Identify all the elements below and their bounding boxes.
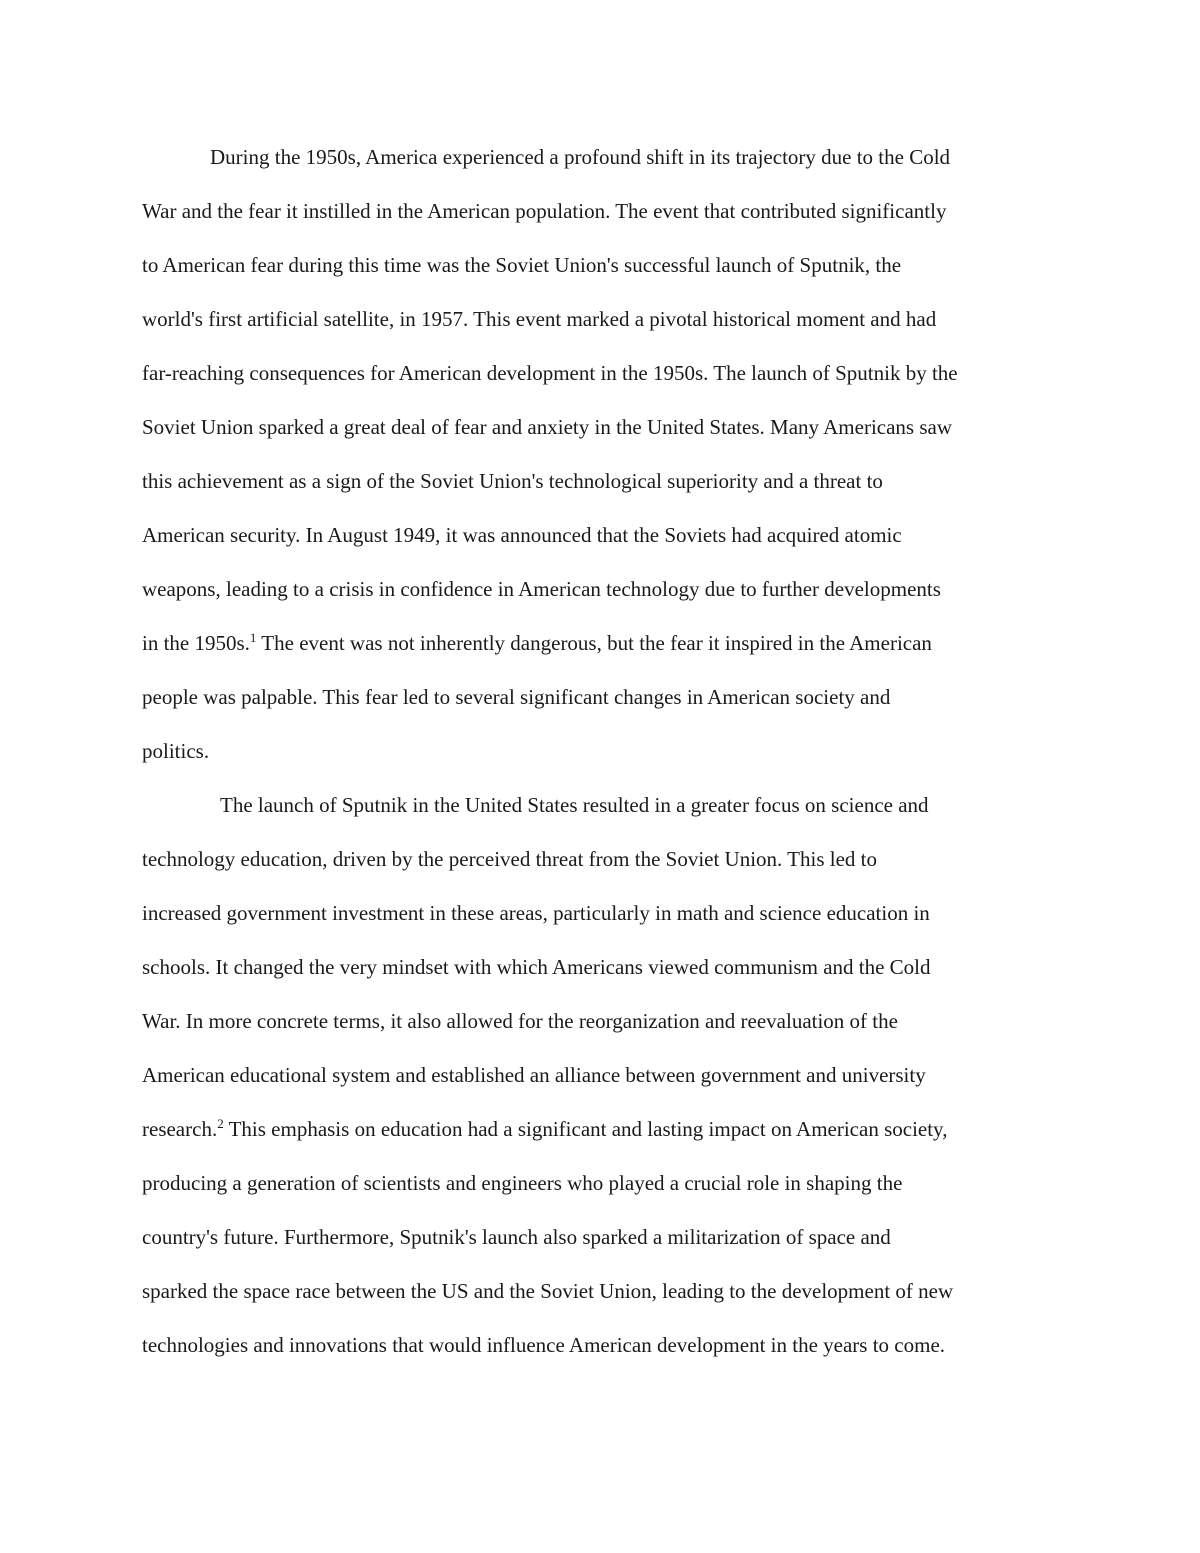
paragraph-1 — [142, 130, 1062, 778]
text-line: world's first artificial satellite, in 1957. This event marked a pivotal historical moment and had — [142, 307, 937, 331]
text-line: The launch of Sputnik in the United States resulted in a greater focus on science and — [220, 793, 929, 817]
text-line: During the 1950s, America experienced a profound shift in its trajectory due to the Cold — [210, 145, 951, 169]
text-line: War and the fear it instilled in the American population. The event that contributed significantly — [142, 199, 947, 223]
paragraph-2 — [142, 778, 1062, 1372]
text-line: people was palpable. This fear led to several significant changes in American society and — [142, 685, 891, 709]
text-line: far-reaching consequences for American development in the 1950s. The launch of Sputnik by the — [142, 361, 958, 385]
footnote-ref: 1 — [249, 630, 257, 645]
text-line: American educational system and established an alliance between government and university — [142, 1063, 926, 1087]
text-line: American security. In August 1949, it was announced that the Soviets had acquired atomic — [142, 523, 902, 547]
text-line: country's future. Furthermore, Sputnik's launch also sparked a militarization of space and — [142, 1225, 891, 1249]
text-line: weapons, leading to a crisis in confidence in American technology due to further developments — [142, 577, 941, 601]
text-line: War. In more concrete terms, it also allowed for the reorganization and reevaluation of the — [142, 1009, 898, 1033]
text-line: technology education, driven by the perceived threat from the Soviet Union. This led to — [142, 847, 877, 871]
text-line: in the 1950s.$^1$ The event was not inherently dangerous, but the fear it inspired in the American — [142, 630, 932, 655]
text-line: producing a generation of scientists and engineers who played a crucial role in shaping the — [142, 1171, 903, 1195]
text-line: research.$^2$ This emphasis on education had a significant and lasting impact on American society, — [142, 1116, 948, 1141]
text-line: Soviet Union sparked a great deal of fear and anxiety in the United States. Many Americans saw — [142, 415, 953, 439]
footnote-ref: 2 — [217, 1116, 224, 1131]
document-body — [142, 130, 1062, 1372]
text-line: politics. — [142, 739, 210, 763]
text-line: this achievement as a sign of the Soviet Union's technological superiority and a threat to — [142, 469, 883, 493]
text-line: sparked the space race between the US and the Soviet Union, leading to the development of new — [142, 1279, 954, 1303]
text-line: schools. It changed the very mindset with which Americans viewed communism and the Cold — [142, 955, 931, 979]
text-line: technologies and innovations that would influence American development in the years to come. — [142, 1333, 946, 1357]
text-line: increased government investment in these areas, particularly in math and science education in — [142, 901, 930, 925]
text-line: to American fear during this time was the Soviet Union's successful launch of Sputnik, the — [142, 253, 902, 277]
